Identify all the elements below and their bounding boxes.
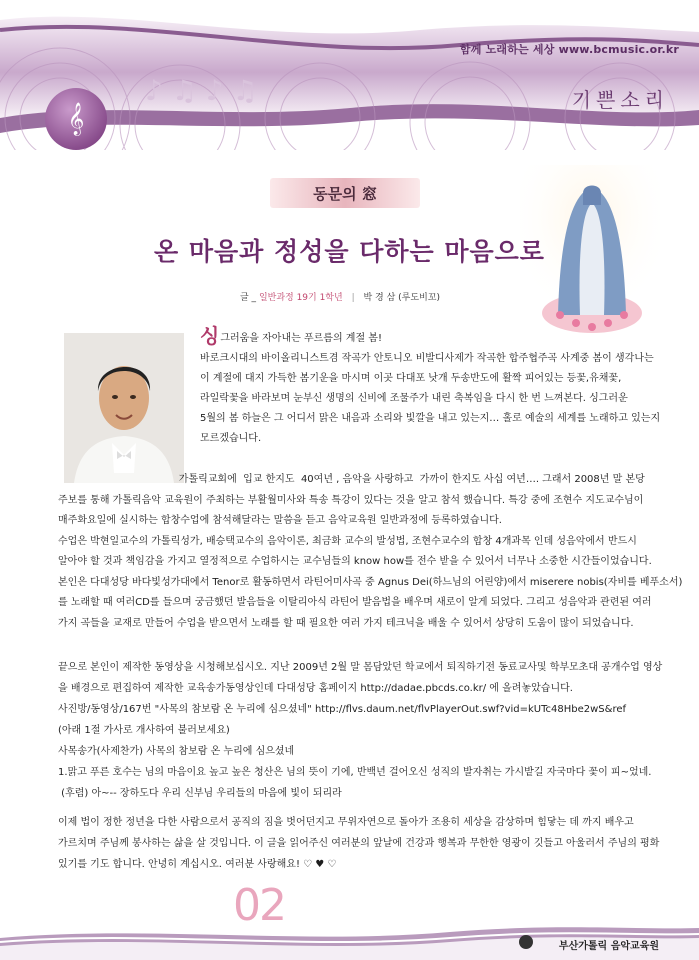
article-byline xyxy=(240,290,440,303)
logo-icon: 𝄞 xyxy=(45,88,107,150)
video-link-line: 사진방/동영상/167번 "사목의 참보람 온 누리에 심으셨네" http://flvs.daum.net/flvPlayerOut.swf?vid=kUTc48Hbe2wS&ref xyxy=(58,704,627,715)
paragraph-line: 이제 법이 정한 정년을 다한 사람으로서 공직의 짐을 벗어던지고 무위자연으로 돌아가 조용히 세상을 감상하며 힘닿는 데 까지 배우고 xyxy=(58,817,634,828)
intro-line: 이 계절에 대지 가득한 봄기운을 마시며 이곳 다대포 낫개 두송반도에 활짝 피어있는 등꽃,유채꽃, xyxy=(200,373,622,384)
article-intro xyxy=(200,326,660,449)
paragraph-line: 매주화요일에 실시하는 합창수업에 참석해달라는 말씀을 듣고 음악교육원 일반과정에 등록하였습니다. xyxy=(58,515,502,526)
paragraph-line: 주보를 통해 가톨릭음악 교육원이 주최하는 부활월미사와 특송 특강이 있다는 것을 알고 참석 했습니다. 특강 중에 조현수 지도교수님이 xyxy=(58,494,644,506)
page-header xyxy=(0,0,699,150)
intro-line: 모르겠습니다. xyxy=(200,433,262,444)
intro-line: 바로크시대의 바이올리니스트겸 작곡가 안토니오 비발디사제가 작곡한 합주협주곡 사계중 봄이 생각나는 xyxy=(200,353,654,364)
paragraph-line: 알아야 할 것과 책임감을 가지고 열정적으로 수업하시는 교수님들의 know how를 전수 받을 수 있어서 너무나 소중한 시간들이었습니다. xyxy=(58,556,652,567)
paragraph-line: 있기를 기도 합니다. 안녕히 계십시오. 여러분 사랑해요! ♡ ♥ ♡ xyxy=(58,859,337,870)
paragraph-line: 가톨릭교회에 입교 한지도 40여년 , 음악을 사랑하고 가까이 한지도 사십 여년…. 그래서 2008년 말 본당 xyxy=(58,474,645,485)
lyrics-line: 1.맑고 푸른 호수는 님의 마음이요 높고 높은 청산은 님의 뜻이 기에, 반백년 걸어오신 성직의 발자취는 가시밭길 자국마다 꽃이 피~었네. xyxy=(58,767,652,778)
paragraph-line: 를 노래할 때 여러CD를 들으며 궁금했던 발음들을 이탈리아식 라틴어 발음법을 배우며 새로이 알게 되었다. 그리고 성음악과 관련된 여러 xyxy=(58,597,652,608)
organization-logo-icon xyxy=(519,935,533,949)
dropcap-letter: 싱 xyxy=(200,324,220,348)
intro-line: 라일락꽃을 바라보며 눈부신 생명의 신비에 조물주가 내린 축복임을 다시 한 번 느껴본다. 싱그러운 xyxy=(200,393,628,404)
paragraph-line: (아래 1절 가사로 개사하여 불러보세요) xyxy=(58,725,230,736)
author-portrait xyxy=(64,333,184,483)
paragraph-line: 끝으로 본인이 제작한 동영상을 시청해보십시오. 지난 2009년 2월 말 몸담았던 학교에서 퇴직하기전 동료교사및 학부모초대 공개수업 영상 xyxy=(58,662,663,673)
byline-separator: | xyxy=(351,293,355,303)
paragraph-line: 사목송가(사제찬가) 사목의 참보람 온 누리에 심으셨네 xyxy=(58,746,295,757)
header-tagline: 함께 노래하는 세상 www.bcmusic.or.kr xyxy=(459,43,679,56)
lyrics-line: (후렴) 아~-- 장하도다 우리 신부님 우리들의 마음에 빛이 되리라 xyxy=(58,788,342,799)
section-label: 동문의 窓 xyxy=(270,178,420,208)
byline-label: 글 _ xyxy=(240,293,257,303)
article-paragraph-2 xyxy=(58,470,683,634)
paragraph-line: 수업은 박현일교수의 가톨릭성가, 배승택교수의 음악이론, 최금화 교수의 발성법, 조현수교수의 합창 4개과목 인데 성음악에서 반드시 xyxy=(58,535,637,547)
paragraph-line: 을 배경으로 편집하여 제작한 교육송가동영상인데 다대성당 홈페이지 http://dadae.pbcds.co.kr/ 에 올려놓았습니다. xyxy=(58,683,573,694)
intro-line: 5월의 봄 하늘은 그 어디서 맑은 내음과 소리와 빛깔을 내고 있는지… 홀로 예술의 세계를 노래하고 있는지 xyxy=(200,413,661,424)
article-title: 온 마음과 정성을 다하는 마음으로 xyxy=(154,237,545,266)
byline-author: 박 경 삼 (루도비꼬) xyxy=(363,293,440,303)
page-number: 02 xyxy=(233,880,285,931)
intro-line: 그러움을 자아내는 푸르름의 계절 봄! xyxy=(220,333,382,344)
paragraph-line: 가르치며 주님께 봉사하는 삶을 살 것입니다. 이 글을 읽어주신 여러분의 앞날에 건강과 행복과 무한한 영광이 깃들고 아울러서 주님의 평화 xyxy=(58,838,660,849)
header-brand: 기쁜소리 xyxy=(571,88,669,112)
article-paragraph-3 xyxy=(58,657,668,804)
byline-course: 일반과정 19기 1학년 xyxy=(258,293,343,303)
paragraph-line: 가지 곡들을 교재로 만들어 수업을 받으면서 노래를 할 때 필요한 여러 가지 테크닉을 배울 수 있어서 상당히 도움이 많이 되었습니다. xyxy=(58,617,634,629)
svg-text:♪ ♫ ♪ ♫: ♪ ♫ ♪ ♫ xyxy=(145,74,258,107)
article-paragraph-4 xyxy=(58,812,668,875)
paragraph-line: 본인은 다대성당 바다빛성가대에서 Tenor로 활동하면서 라틴어미사곡 중 Agnus Dei(하느님의 어린양)에서 miserere nobis(자비를 베푸소서) xyxy=(58,576,683,588)
footer-organization: 부산가톨릭 음악교육원 xyxy=(558,941,659,952)
